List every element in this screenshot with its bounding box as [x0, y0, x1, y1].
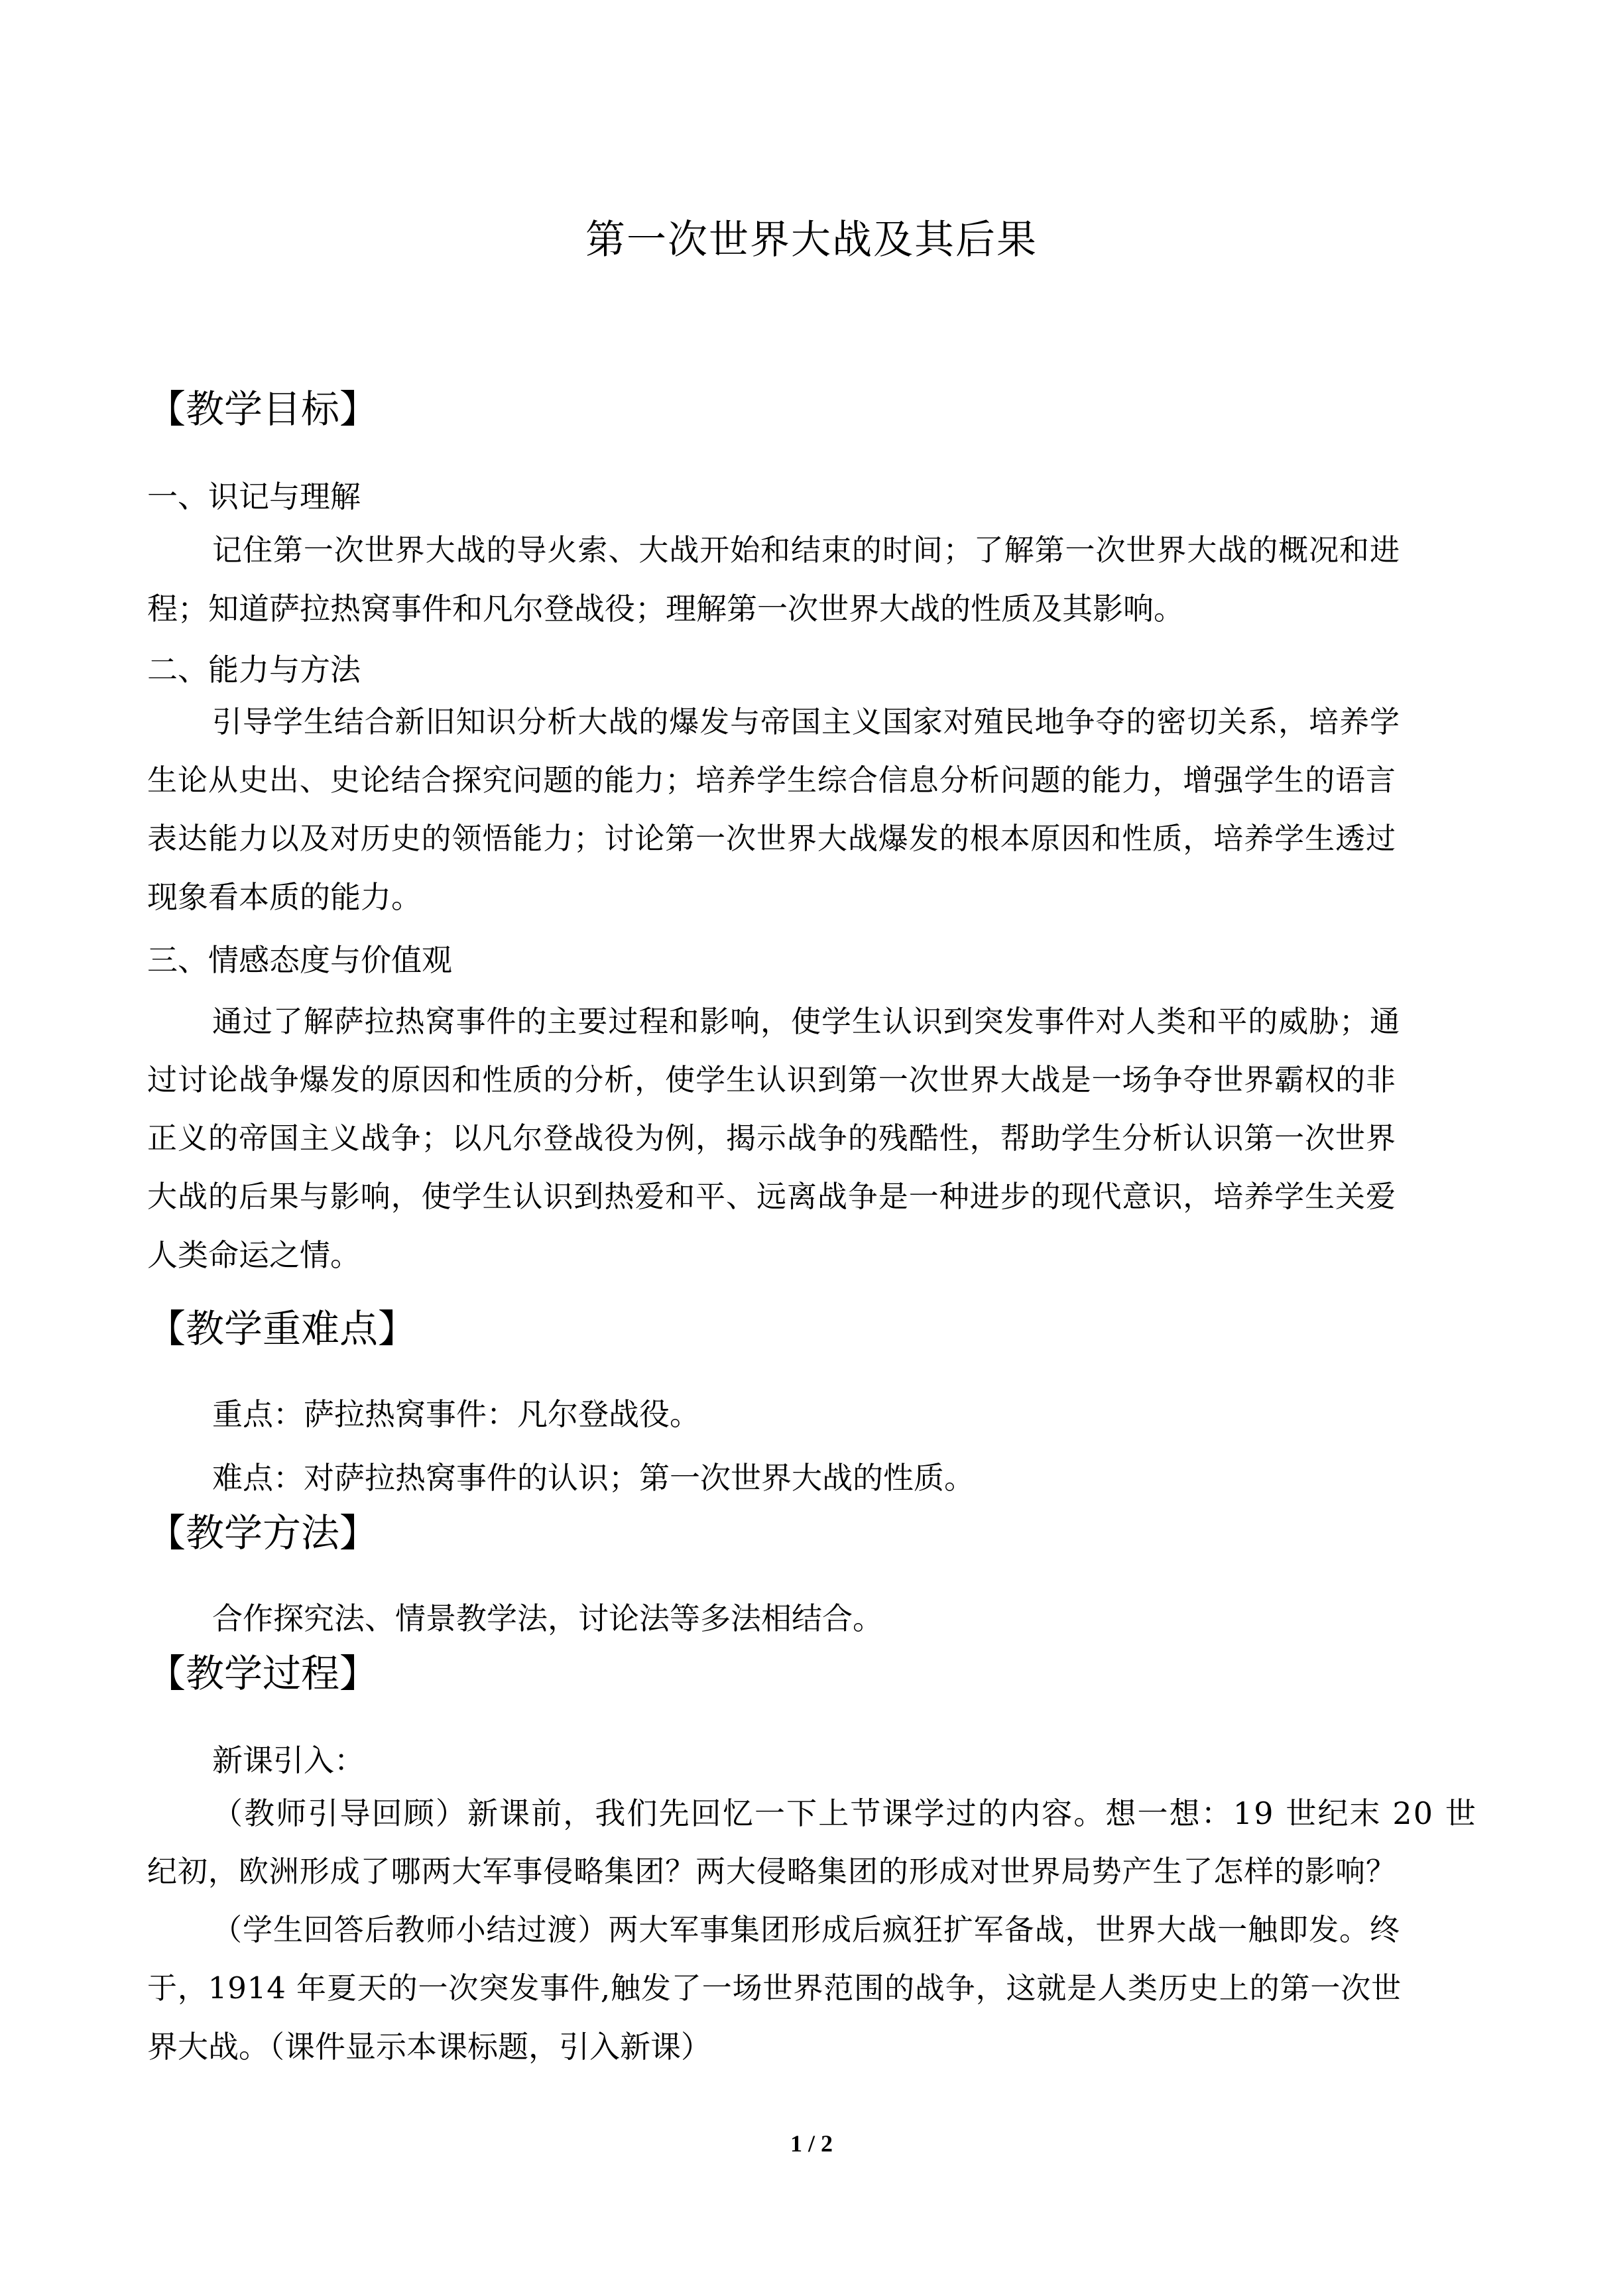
- paragraph-line: 引导学生结合新旧知识分析大战的爆发与帝国主义国家对殖民地争夺的密切关系，培养学: [212, 704, 1400, 739]
- paragraph-line: 生论从史出、史论结合探究问题的能力；培养学生综合信息分析问题的能力，增强学生的语言: [147, 762, 1396, 798]
- paragraph-ability: [147, 693, 1476, 926]
- paragraph-review: [147, 1784, 1476, 1901]
- paragraph-line: 纪初，欧洲形成了哪两大军事侵略集团？两大侵略集团的形成对世界局势产生了怎样的影响？: [147, 1854, 1396, 1889]
- paragraph-line: 表达能力以及对历史的领悟能力；讨论第一次世界大战爆发的根本原因和性质，培养学生透过: [147, 821, 1396, 856]
- paragraph-transition: [147, 1901, 1476, 2076]
- paragraph-line: 通过了解萨拉热窝事件的主要过程和影响，使学生认识到突发事件对人类和平的威胁；通: [212, 1004, 1400, 1039]
- section-heading-key-points: 【教学重难点】: [147, 1306, 417, 1351]
- subheading-understanding: 一、识记与理解: [147, 479, 361, 514]
- paragraph-line: 过讨论战争爆发的原因和性质的分析，使学生认识到第一次世界大战是一场争夺世界霸权的非: [147, 1062, 1396, 1097]
- section-heading-process: 【教学过程】: [147, 1651, 379, 1696]
- paragraph-line: （学生回答后教师小结过渡）两大军事集团形成后疯狂扩军备战，世界大战一触即发。终: [212, 1912, 1400, 1947]
- paragraph-line: 程；知道萨拉热窝事件和凡尔登战役；理解第一次世界大战的性质及其影响。: [147, 591, 1184, 627]
- page-number: 1 / 2: [790, 2130, 833, 2157]
- paragraph-line: （教师引导回顾）新课前，我们先回忆一下上节课学过的内容。想一想：19 世纪末 20 世: [212, 1795, 1478, 1831]
- paragraph-line: 正义的帝国主义战争；以凡尔登战役为例，揭示战争的残酷性，帮助学生分析认识第一次世界: [147, 1120, 1396, 1156]
- paragraph-line: 记住第一次世界大战的导火索、大战开始和结束的时间；了解第一次世界大战的概况和进: [212, 532, 1400, 568]
- methods-text: 合作探究法、情景教学法，讨论法等多法相结合。: [212, 1601, 883, 1636]
- paragraph-line: 人类命运之情。: [147, 1237, 361, 1273]
- section-heading-methods: 【教学方法】: [147, 1510, 379, 1555]
- paragraph-line: 于，1914 年夏天的一次突发事件,触发了一场世界范围的战争，这就是人类历史上的第一次世: [147, 1970, 1402, 2006]
- subheading-ability: 二、能力与方法: [147, 652, 361, 688]
- paragraph-line: 界大战。（课件显示本课标题，引入新课）: [147, 2029, 711, 2065]
- paragraph-line: 大战的后果与影响，使学生认识到热爱和平、远离战争是一种进步的现代意识，培养学生关爱: [147, 1179, 1396, 1214]
- paragraph-values: [147, 993, 1476, 1284]
- paragraph-understanding: [147, 521, 1476, 638]
- document-title: 第一次世界大战及其后果: [585, 217, 1038, 263]
- key-point-difficulty: 难点：对萨拉热窝事件的认识；第一次世界大战的性质。: [212, 1460, 975, 1496]
- paragraph-line: 现象看本质的能力。: [147, 879, 422, 915]
- section-heading-objectives: 【教学目标】: [147, 387, 379, 432]
- subheading-values: 三、情感态度与价值观: [147, 942, 452, 978]
- key-point-focus: 重点：萨拉热窝事件：凡尔登战役。: [212, 1396, 700, 1432]
- intro-label: 新课引入：: [212, 1742, 365, 1778]
